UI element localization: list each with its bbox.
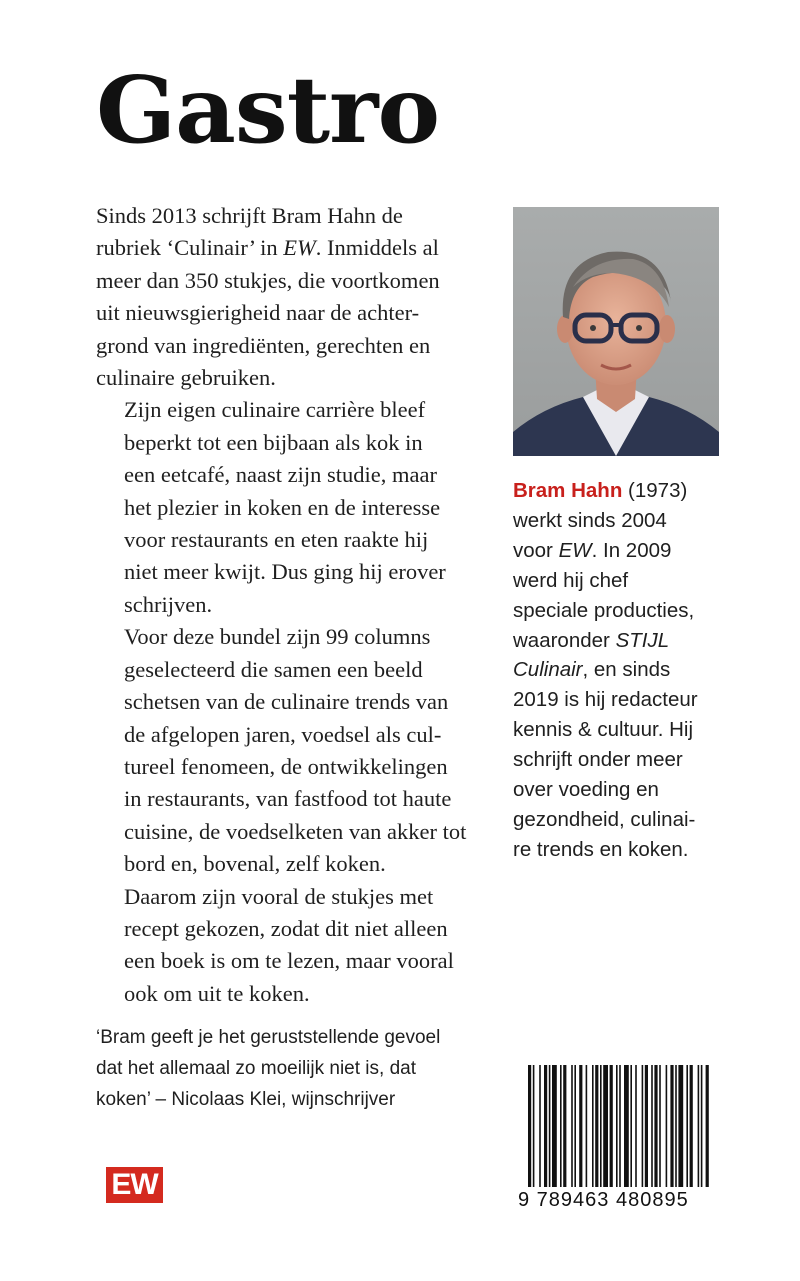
- text-line: Zijn eigen culinaire carrière bleef: [124, 397, 426, 423]
- bio-line: 2019 is hij redacteur: [513, 688, 698, 712]
- text-line: een eetcafé, naast zijn studie, maar: [124, 462, 437, 488]
- text-line: tureel fenomeen, de ontwikkelingen: [124, 753, 448, 779]
- text-line: de afgelopen jaren, voedsel als cul-: [124, 721, 442, 747]
- barcode-bar: [630, 1065, 632, 1191]
- bio-line: over voeding en: [513, 778, 659, 802]
- author-bio: [513, 476, 743, 865]
- barcode-bar: [544, 1065, 547, 1191]
- bio-line: werd hij chef: [513, 568, 629, 592]
- barcode-bar: [579, 1065, 582, 1191]
- text-line: geselecteerd die samen een beeld: [124, 656, 423, 682]
- text-line: Sinds 2013 schrijft Bram Hahn de: [96, 203, 403, 228]
- text-line: schrijven.: [124, 591, 213, 617]
- barcode-bar: [654, 1065, 657, 1191]
- paragraph-4: [96, 881, 472, 1011]
- bio-line: speciale producties,: [513, 598, 695, 622]
- barcode-bar: [651, 1065, 653, 1191]
- review-quote: [96, 1022, 496, 1115]
- barcode-bar: [670, 1065, 673, 1191]
- text-line: het plezier in koken en de interesse: [124, 494, 441, 520]
- text-line: meer dan 350 stukjes, die voortkomen: [96, 267, 440, 293]
- isbn-number: 9 789463 480895: [518, 1187, 714, 1212]
- barcode-bar: [571, 1065, 573, 1191]
- paragraph-1: [96, 200, 472, 394]
- barcode-bar: [659, 1065, 661, 1191]
- barcode-bar: [624, 1065, 629, 1191]
- bio-line: kennis & cultuur. Hij: [513, 718, 694, 742]
- text-line: voor restaurants en eten raakte hij: [124, 527, 429, 553]
- text-line: beperkt tot een bijbaan als kok in: [124, 429, 423, 455]
- text-line: een boek is om te lezen, maar vooral: [124, 948, 454, 974]
- author-name: Bram Hahn: [513, 479, 623, 502]
- barcode-bar: [642, 1065, 644, 1191]
- bio-line: voor EW. In 2009: [513, 538, 672, 562]
- barcode-bar: [706, 1065, 709, 1191]
- barcode-bar: [600, 1065, 602, 1191]
- quote-line: dat het allemaal zo moeilijk niet is, dat: [96, 1058, 416, 1079]
- text-line: niet meer kwijt. Dus ging hij erover: [124, 559, 446, 585]
- barcode-bar: [675, 1065, 677, 1191]
- barcode-bar: [678, 1065, 683, 1191]
- barcode-bar: [533, 1065, 535, 1191]
- bio-line: waaronder STIJL: [513, 628, 670, 652]
- barcode-bar: [701, 1065, 703, 1191]
- bio-line: re trends en koken.: [513, 837, 689, 861]
- barcode-bar: [539, 1065, 541, 1191]
- bio-line: schrijft onder meer: [513, 748, 683, 772]
- paragraph-2: [96, 394, 472, 621]
- paragraph-3: [96, 621, 472, 880]
- blurb-text: [96, 200, 472, 1010]
- barcode-bar: [610, 1065, 613, 1191]
- text-line: recept gekozen, zodat dit niet alleen: [124, 915, 448, 941]
- barcode-bar: [560, 1065, 562, 1191]
- barcode-bar: [552, 1065, 557, 1191]
- quote-line: koken’ – Nicolaas Klei, wijnschrijver: [96, 1089, 396, 1110]
- barcode-bar: [603, 1065, 608, 1191]
- book-title: Gastro: [96, 56, 440, 164]
- bio-line: Culinair, en sinds: [513, 658, 671, 682]
- barcode-bar: [619, 1065, 621, 1191]
- barcode-bar: [549, 1065, 551, 1191]
- text-line: ook om uit te koken.: [124, 980, 310, 1006]
- barcode-bar: [686, 1065, 688, 1191]
- barcode-bar: [586, 1065, 588, 1191]
- text-line: grond van ingrediënten, gerechten en: [96, 332, 431, 358]
- text-line: culinaire gebruiken.: [96, 365, 276, 391]
- barcode-bar: [666, 1065, 668, 1191]
- author-portrait-illustration: [513, 207, 719, 456]
- text-line: in restaurants, van fastfood tot haute: [124, 786, 452, 812]
- barcode-bar: [690, 1065, 693, 1191]
- text-line: rubriek ‘Culinair’ in EW. Inmiddels al: [96, 235, 439, 261]
- text-line: bord en, bovenal, zelf koken.: [124, 851, 386, 877]
- barcode-bar: [563, 1065, 566, 1191]
- barcode-bar: [574, 1065, 576, 1191]
- barcode-bar: [616, 1065, 618, 1191]
- bio-line: werkt sinds 2004: [513, 508, 667, 532]
- text-line: Daarom zijn vooral de stukjes met: [124, 883, 434, 909]
- text-line: schetsen van de culinaire trends van: [124, 689, 449, 715]
- text-line: Voor deze bundel zijn 99 columns: [124, 624, 431, 650]
- barcode-bar: [698, 1065, 700, 1191]
- bio-line: Bram Hahn (1973): [513, 479, 688, 502]
- text-line: uit nieuwsgierigheid naar de achter-: [96, 300, 420, 326]
- barcode-bar: [645, 1065, 648, 1191]
- bio-line: gezondheid, culinai-: [513, 807, 696, 831]
- barcode-bar: [635, 1065, 637, 1191]
- author-photo: [513, 207, 719, 456]
- publisher-logo: EW: [106, 1167, 163, 1203]
- barcode-bar: [528, 1065, 531, 1191]
- quote-line: ‘Bram geeft je het geruststellende gevoel: [96, 1027, 441, 1048]
- barcode-bar: [595, 1065, 598, 1191]
- barcode-bar: [592, 1065, 594, 1191]
- text-line: cuisine, de voedselketen van akker tot: [124, 818, 467, 844]
